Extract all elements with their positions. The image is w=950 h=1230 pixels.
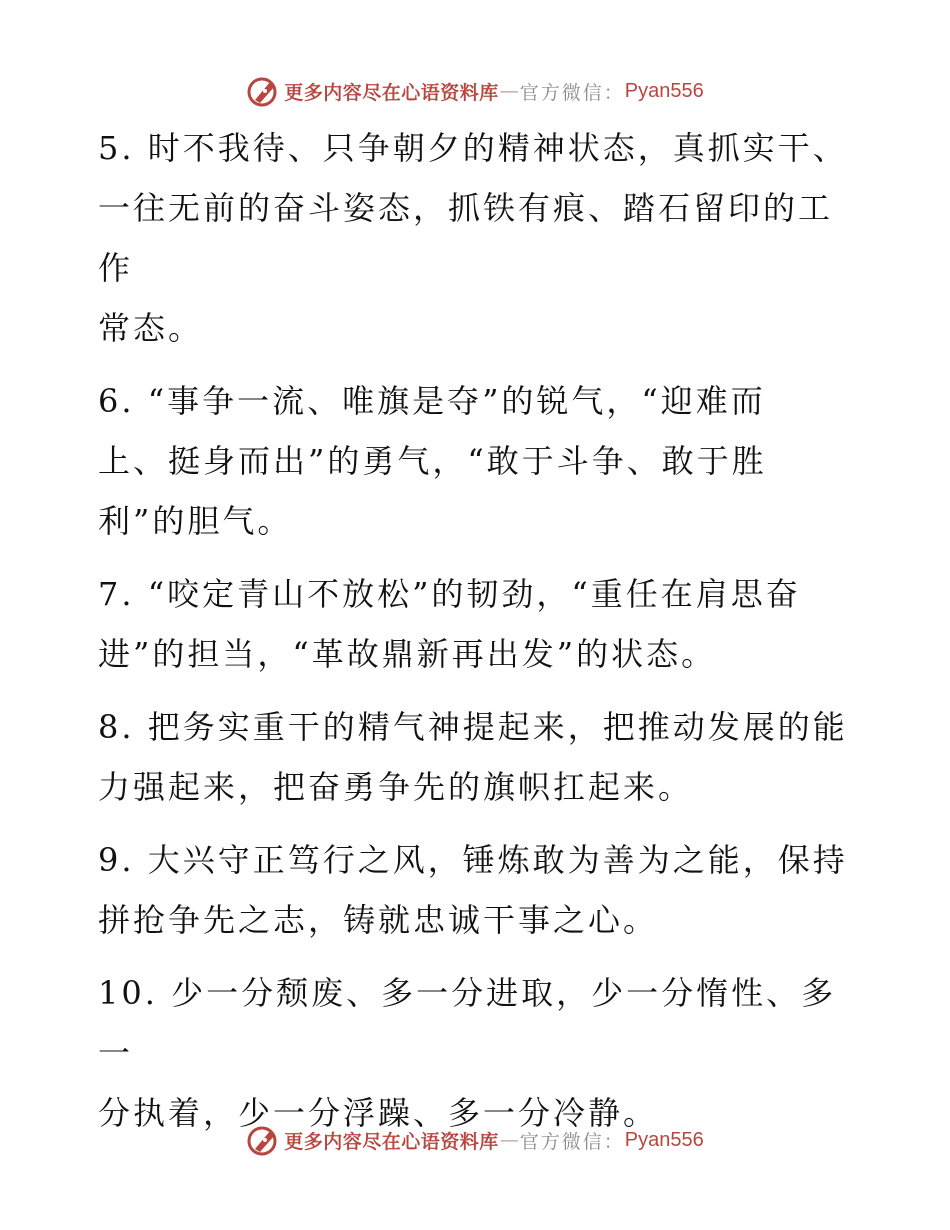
wechat-label: 官方微信：	[519, 1130, 625, 1153]
list-item-5: 5. 时不我待、只争朝夕的精神状态，真抓实干、 一往无前的奋斗姿态，抓铁有痕、踏石留印的工作 常态。	[98, 129, 848, 347]
brand-text: 更多内容尽在心语资料库	[284, 1130, 499, 1153]
pen-nib-logo-icon	[246, 1123, 280, 1157]
pen-nib-logo-icon	[246, 74, 280, 108]
separator-dash: —	[499, 1129, 519, 1151]
wechat-label: 官方微信：	[519, 81, 625, 104]
footer-banner	[0, 1120, 950, 1160]
list-item-9: 9. 大兴守正笃行之风，锤炼敢为善为之能，保持 拼抢争先之志，铸就忠诚干事之心。	[98, 841, 848, 939]
header-banner	[0, 71, 950, 111]
wechat-id: Pyan556	[624, 1128, 704, 1151]
brand-text: 更多内容尽在心语资料库	[284, 81, 499, 104]
wechat-id: Pyan556	[624, 79, 704, 102]
list-item-6: 6. “事争一流、唯旗是夺”的锐气，“迎难而 上、挺身而出”的勇气，“敢于斗争、敢于胜 利”的胆气。	[98, 382, 767, 540]
list-item-7: 7. “咬定青山不放松”的韧劲，“重任在肩思奋 进”的担当，“革故鼎新再出发”的状态。	[98, 575, 801, 673]
list-item-10: 10. 少一分颓废、多一分进取，少一分惰性、多一 分执着，少一分浮躁、多一分冷静。	[98, 974, 837, 1132]
document-body	[98, 118, 858, 1156]
list-item-8: 8. 把务实重干的精气神提起来，把推动发展的能 力强起来，把奋勇争先的旗帜扛起来。	[98, 708, 848, 806]
separator-dash: —	[499, 80, 519, 102]
